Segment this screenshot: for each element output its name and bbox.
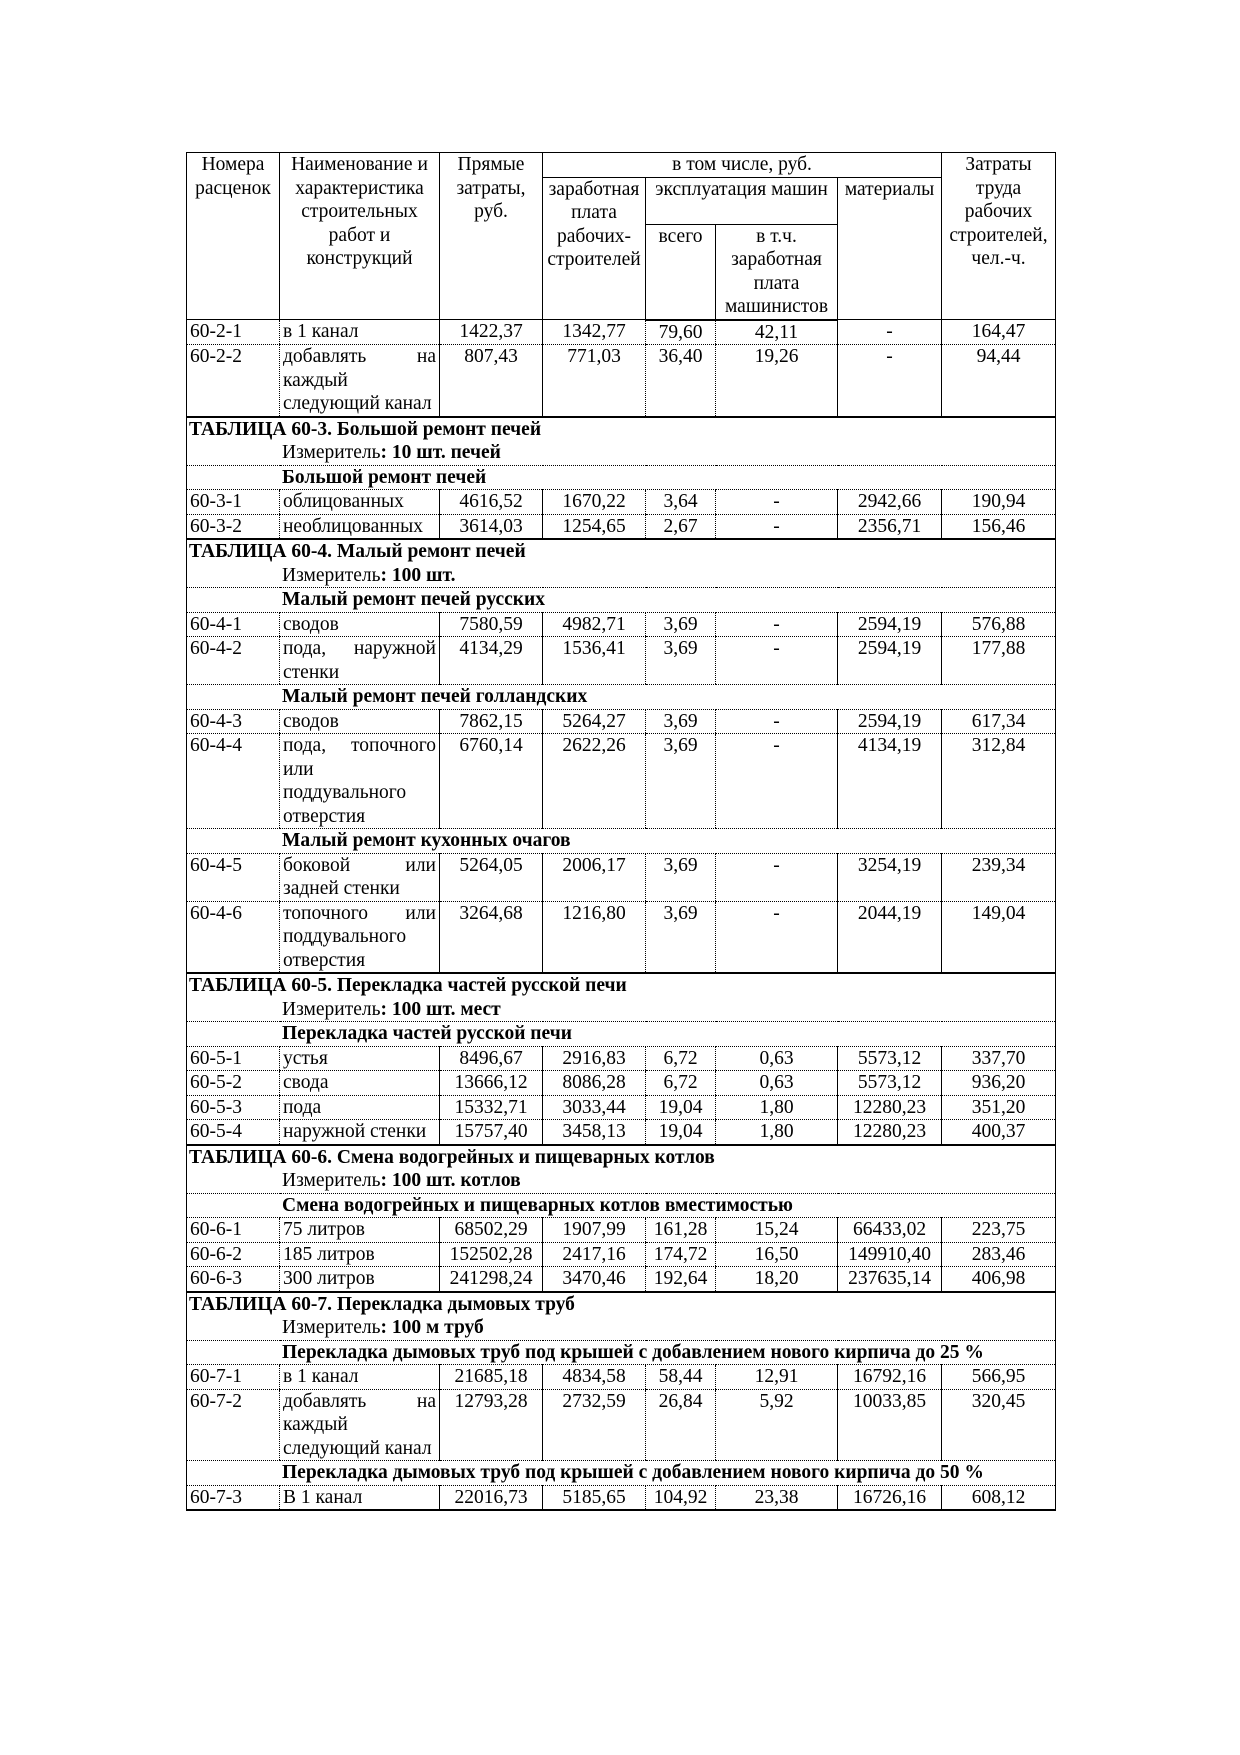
table-row xyxy=(187,514,1056,539)
work-name: необлицованных xyxy=(280,514,440,539)
materials-cost: 2594,19 xyxy=(838,637,942,685)
table-row xyxy=(187,1242,1056,1267)
labor-cost: 320,45 xyxy=(942,1389,1056,1461)
table-row xyxy=(187,490,1056,515)
labor-cost: 156,46 xyxy=(942,514,1056,539)
table-row xyxy=(187,637,1056,685)
table-row xyxy=(187,320,1056,345)
table-section-header xyxy=(187,973,1056,998)
materials-cost: - xyxy=(838,345,942,417)
direct-cost: 21685,18 xyxy=(440,1365,543,1390)
measure-label: Измеритель xyxy=(282,1317,381,1338)
work-name: устья xyxy=(280,1046,440,1071)
worker-wage: 2417,16 xyxy=(543,1242,646,1267)
direct-cost: 6760,14 xyxy=(440,734,543,829)
header-direct: Прямые затраты, руб. xyxy=(440,153,543,320)
work-name: 185 литров xyxy=(280,1242,440,1267)
direct-cost: 4134,29 xyxy=(440,637,543,685)
materials-cost: 149910,40 xyxy=(838,1242,942,1267)
direct-cost: 7580,59 xyxy=(440,612,543,637)
worker-wage: 4982,71 xyxy=(543,612,646,637)
work-name: пода, топочного или поддувального отверстия xyxy=(280,734,440,829)
rate-code: 60-6-2 xyxy=(187,1242,280,1267)
table-row xyxy=(187,709,1056,734)
direct-cost: 3264,68 xyxy=(440,901,543,973)
work-name: добавлять на каждый следующий канал xyxy=(280,345,440,417)
machine-total: 3,69 xyxy=(646,637,716,685)
work-name: 75 литров xyxy=(280,1218,440,1243)
work-name: 300 литров xyxy=(280,1267,440,1292)
machine-total: 3,69 xyxy=(646,901,716,973)
worker-wage: 4834,58 xyxy=(543,1365,646,1390)
machinist-wage: 1,80 xyxy=(716,1095,838,1120)
direct-cost: 1422,37 xyxy=(440,320,543,345)
group-title: Большой ремонт печей xyxy=(187,465,1056,490)
worker-wage: 3033,44 xyxy=(543,1095,646,1120)
table-row xyxy=(187,1046,1056,1071)
work-name: сводов xyxy=(280,612,440,637)
table-row xyxy=(187,345,1056,417)
materials-cost: 66433,02 xyxy=(838,1218,942,1243)
work-name: пода, наружной стенки xyxy=(280,637,440,685)
worker-wage: 3458,13 xyxy=(543,1120,646,1145)
rate-code: 60-7-1 xyxy=(187,1365,280,1390)
materials-cost: 12280,23 xyxy=(838,1095,942,1120)
direct-cost: 4616,52 xyxy=(440,490,543,515)
header-materials: материалы xyxy=(838,177,942,320)
materials-cost: 16792,16 xyxy=(838,1365,942,1390)
work-name: боковой или задней стенки xyxy=(280,853,440,901)
rate-code: 60-5-1 xyxy=(187,1046,280,1071)
table-row xyxy=(187,853,1056,901)
machine-total: 6,72 xyxy=(646,1071,716,1096)
header-machines-total: всего xyxy=(646,224,716,320)
machinist-wage: - xyxy=(716,734,838,829)
table-section-title: ТАБЛИЦА 60-6. Смена водогрейных и пищеварных котлов xyxy=(187,1145,1056,1170)
machine-total: 3,64 xyxy=(646,490,716,515)
group-title: Перекладка дымовых труб под крышей с добавлением нового кирпича до 25 % xyxy=(187,1340,1056,1365)
direct-cost: 12793,28 xyxy=(440,1389,543,1461)
materials-cost: 3254,19 xyxy=(838,853,942,901)
rate-code: 60-5-2 xyxy=(187,1071,280,1096)
table-row xyxy=(187,1095,1056,1120)
labor-cost: 400,37 xyxy=(942,1120,1056,1145)
measure-cell xyxy=(187,1316,1056,1340)
rate-code: 60-2-2 xyxy=(187,345,280,417)
direct-cost: 15332,71 xyxy=(440,1095,543,1120)
materials-cost: 2044,19 xyxy=(838,901,942,973)
machine-total: 3,69 xyxy=(646,734,716,829)
rate-code: 60-7-3 xyxy=(187,1485,280,1510)
materials-cost: 2594,19 xyxy=(838,612,942,637)
group-header xyxy=(187,1340,1056,1365)
group-header xyxy=(187,829,1056,854)
machinist-wage: - xyxy=(716,612,838,637)
machine-total: 192,64 xyxy=(646,1267,716,1292)
worker-wage: 1670,22 xyxy=(543,490,646,515)
machinist-wage: 42,11 xyxy=(716,320,838,345)
labor-cost: 406,98 xyxy=(942,1267,1056,1292)
measure-value: : 100 шт. котлов xyxy=(380,1170,521,1191)
direct-cost: 13666,12 xyxy=(440,1071,543,1096)
worker-wage: 5185,65 xyxy=(543,1485,646,1510)
measure-row xyxy=(187,1169,1056,1193)
worker-wage: 5264,27 xyxy=(543,709,646,734)
labor-cost: 283,46 xyxy=(942,1242,1056,1267)
table-section-title: ТАБЛИЦА 60-5. Перекладка частей русской печи xyxy=(187,973,1056,998)
work-name: топочного или поддувального отверстия xyxy=(280,901,440,973)
measure-cell xyxy=(187,564,1056,588)
group-header xyxy=(187,465,1056,490)
rate-code: 60-4-6 xyxy=(187,901,280,973)
machine-total: 58,44 xyxy=(646,1365,716,1390)
price-table xyxy=(186,152,1056,1511)
labor-cost: 94,44 xyxy=(942,345,1056,417)
rate-code: 60-5-4 xyxy=(187,1120,280,1145)
labor-cost: 337,70 xyxy=(942,1046,1056,1071)
measure-label: Измеритель xyxy=(282,442,381,463)
rate-code: 60-7-2 xyxy=(187,1389,280,1461)
machine-total: 19,04 xyxy=(646,1095,716,1120)
measure-value: : 100 м труб xyxy=(380,1317,484,1338)
group-title: Малый ремонт кухонных очагов xyxy=(187,829,1056,854)
measure-value: : 100 шт. мест xyxy=(380,998,501,1020)
labor-cost: 608,12 xyxy=(942,1485,1056,1510)
materials-cost: - xyxy=(838,320,942,345)
worker-wage: 1536,41 xyxy=(543,637,646,685)
table-body xyxy=(187,320,1056,1511)
table-section-title: ТАБЛИЦА 60-3. Большой ремонт печей xyxy=(187,417,1056,442)
work-name: в 1 канал xyxy=(280,1365,440,1390)
machine-total: 174,72 xyxy=(646,1242,716,1267)
labor-cost: 164,47 xyxy=(942,320,1056,345)
machinist-wage: 15,24 xyxy=(716,1218,838,1243)
rate-code: 60-4-1 xyxy=(187,612,280,637)
work-name: пода xyxy=(280,1095,440,1120)
direct-cost: 152502,28 xyxy=(440,1242,543,1267)
machinist-wage: 19,26 xyxy=(716,345,838,417)
materials-cost: 2942,66 xyxy=(838,490,942,515)
worker-wage: 2916,83 xyxy=(543,1046,646,1071)
machinist-wage: - xyxy=(716,901,838,973)
machinist-wage: - xyxy=(716,853,838,901)
table-row xyxy=(187,1218,1056,1243)
direct-cost: 5264,05 xyxy=(440,853,543,901)
materials-cost: 2356,71 xyxy=(838,514,942,539)
price-table-document xyxy=(186,152,1055,1511)
group-title: Перекладка частей русской печи xyxy=(187,1022,1056,1047)
labor-cost: 223,75 xyxy=(942,1218,1056,1243)
machinist-wage: - xyxy=(716,490,838,515)
machinist-wage: 5,92 xyxy=(716,1389,838,1461)
worker-wage: 2732,59 xyxy=(543,1389,646,1461)
table-row xyxy=(187,1267,1056,1292)
direct-cost: 807,43 xyxy=(440,345,543,417)
measure-value: : 10 шт. печей xyxy=(380,442,501,463)
table-header xyxy=(187,153,1056,320)
group-header xyxy=(187,1022,1056,1047)
group-header xyxy=(187,685,1056,710)
labor-cost: 177,88 xyxy=(942,637,1056,685)
machinist-wage: 1,80 xyxy=(716,1120,838,1145)
measure-row xyxy=(187,441,1056,465)
rate-code: 60-5-3 xyxy=(187,1095,280,1120)
rate-code: 60-4-3 xyxy=(187,709,280,734)
direct-cost: 68502,29 xyxy=(440,1218,543,1243)
measure-value: : 100 шт. xyxy=(380,564,456,586)
work-name: наружной стенки xyxy=(280,1120,440,1145)
group-title: Малый ремонт печей русских xyxy=(187,588,1056,613)
worker-wage: 771,03 xyxy=(543,345,646,417)
materials-cost: 16726,16 xyxy=(838,1485,942,1510)
materials-cost: 12280,23 xyxy=(838,1120,942,1145)
table-row xyxy=(187,612,1056,637)
labor-cost: 312,84 xyxy=(942,734,1056,829)
labor-cost: 149,04 xyxy=(942,901,1056,973)
machinist-wage: - xyxy=(716,637,838,685)
work-name: В 1 канал xyxy=(280,1485,440,1510)
measure-label: Измеритель xyxy=(282,998,381,1020)
measure-cell xyxy=(187,1169,1056,1193)
machine-total: 36,40 xyxy=(646,345,716,417)
work-name: свода xyxy=(280,1071,440,1096)
table-section-header xyxy=(187,539,1056,564)
table-row xyxy=(187,1365,1056,1390)
machine-total: 3,69 xyxy=(646,853,716,901)
direct-cost: 15757,40 xyxy=(440,1120,543,1145)
direct-cost: 241298,24 xyxy=(440,1267,543,1292)
header-wage: заработная плата рабочих-строителей xyxy=(543,177,646,320)
header-name: Наименование и характеристика строительных работ и конструкций xyxy=(280,153,440,320)
direct-cost: 3614,03 xyxy=(440,514,543,539)
machinist-wage: 0,63 xyxy=(716,1071,838,1096)
worker-wage: 1216,80 xyxy=(543,901,646,973)
machinist-wage: 0,63 xyxy=(716,1046,838,1071)
labor-cost: 239,34 xyxy=(942,853,1056,901)
measure-cell xyxy=(187,441,1056,465)
table-row xyxy=(187,1389,1056,1461)
work-name: облицованных xyxy=(280,490,440,515)
table-section-title: ТАБЛИЦА 60-7. Перекладка дымовых труб xyxy=(187,1292,1056,1317)
machine-total: 3,69 xyxy=(646,612,716,637)
machine-total: 161,28 xyxy=(646,1218,716,1243)
machine-total: 6,72 xyxy=(646,1046,716,1071)
group-header xyxy=(187,1461,1056,1486)
worker-wage: 8086,28 xyxy=(543,1071,646,1096)
materials-cost: 237635,14 xyxy=(838,1267,942,1292)
rate-code: 60-6-3 xyxy=(187,1267,280,1292)
rate-code: 60-4-2 xyxy=(187,637,280,685)
rate-code: 60-4-5 xyxy=(187,853,280,901)
machinist-wage: - xyxy=(716,514,838,539)
materials-cost: 10033,85 xyxy=(838,1389,942,1461)
table-section-header xyxy=(187,417,1056,442)
machine-total: 2,67 xyxy=(646,514,716,539)
machinist-wage: 16,50 xyxy=(716,1242,838,1267)
rate-code: 60-6-1 xyxy=(187,1218,280,1243)
rate-code: 60-3-1 xyxy=(187,490,280,515)
materials-cost: 2594,19 xyxy=(838,709,942,734)
machinist-wage: 23,38 xyxy=(716,1485,838,1510)
rate-code: 60-3-2 xyxy=(187,514,280,539)
worker-wage: 1907,99 xyxy=(543,1218,646,1243)
direct-cost: 7862,15 xyxy=(440,709,543,734)
group-title: Малый ремонт печей голландских xyxy=(187,685,1056,710)
machine-total: 104,92 xyxy=(646,1485,716,1510)
machine-total: 26,84 xyxy=(646,1389,716,1461)
rate-code: 60-4-4 xyxy=(187,734,280,829)
machinist-wage: - xyxy=(716,709,838,734)
labor-cost: 190,94 xyxy=(942,490,1056,515)
rate-code: 60-2-1 xyxy=(187,320,280,345)
measure-row xyxy=(187,998,1056,1022)
worker-wage: 2006,17 xyxy=(543,853,646,901)
machine-total: 19,04 xyxy=(646,1120,716,1145)
table-row xyxy=(187,734,1056,829)
group-header xyxy=(187,1193,1056,1218)
labor-cost: 617,34 xyxy=(942,709,1056,734)
group-title: Смена водогрейных и пищеварных котлов вместимостью xyxy=(187,1193,1056,1218)
labor-cost: 936,20 xyxy=(942,1071,1056,1096)
machine-total: 3,69 xyxy=(646,709,716,734)
machinist-wage: 12,91 xyxy=(716,1365,838,1390)
labor-cost: 576,88 xyxy=(942,612,1056,637)
machine-total: 79,60 xyxy=(646,320,716,345)
materials-cost: 4134,19 xyxy=(838,734,942,829)
measure-row xyxy=(187,564,1056,588)
table-row xyxy=(187,901,1056,973)
header-machine-wage: в т.ч. заработная плата машинистов xyxy=(716,224,838,320)
worker-wage: 3470,46 xyxy=(543,1267,646,1292)
table-section-header xyxy=(187,1145,1056,1170)
table-row xyxy=(187,1071,1056,1096)
table-row xyxy=(187,1120,1056,1145)
measure-label: Измеритель xyxy=(282,1170,381,1191)
header-labor: Затраты труда рабочих строителей, чел.-ч. xyxy=(942,153,1056,320)
worker-wage: 1254,65 xyxy=(543,514,646,539)
worker-wage: 1342,77 xyxy=(543,320,646,345)
labor-cost: 351,20 xyxy=(942,1095,1056,1120)
work-name: добавлять на каждый следующий канал xyxy=(280,1389,440,1461)
materials-cost: 5573,12 xyxy=(838,1046,942,1071)
header-codes: Номера расценок xyxy=(187,153,280,320)
measure-row xyxy=(187,1316,1056,1340)
header-including: в том числе, руб. xyxy=(543,153,942,178)
measure-label: Измеритель xyxy=(282,564,381,586)
table-row xyxy=(187,1485,1056,1510)
materials-cost: 5573,12 xyxy=(838,1071,942,1096)
group-title: Перекладка дымовых труб под крышей с добавлением нового кирпича до 50 % xyxy=(187,1461,1056,1486)
work-name: сводов xyxy=(280,709,440,734)
table-section-title: ТАБЛИЦА 60-4. Малый ремонт печей xyxy=(187,539,1056,564)
labor-cost: 566,95 xyxy=(942,1365,1056,1390)
header-machines: эксплуатация машин xyxy=(646,177,838,224)
work-name: в 1 канал xyxy=(280,320,440,345)
direct-cost: 22016,73 xyxy=(440,1485,543,1510)
worker-wage: 2622,26 xyxy=(543,734,646,829)
direct-cost: 8496,67 xyxy=(440,1046,543,1071)
table-section-header xyxy=(187,1292,1056,1317)
group-header xyxy=(187,588,1056,613)
measure-cell xyxy=(187,998,1056,1022)
machinist-wage: 18,20 xyxy=(716,1267,838,1292)
